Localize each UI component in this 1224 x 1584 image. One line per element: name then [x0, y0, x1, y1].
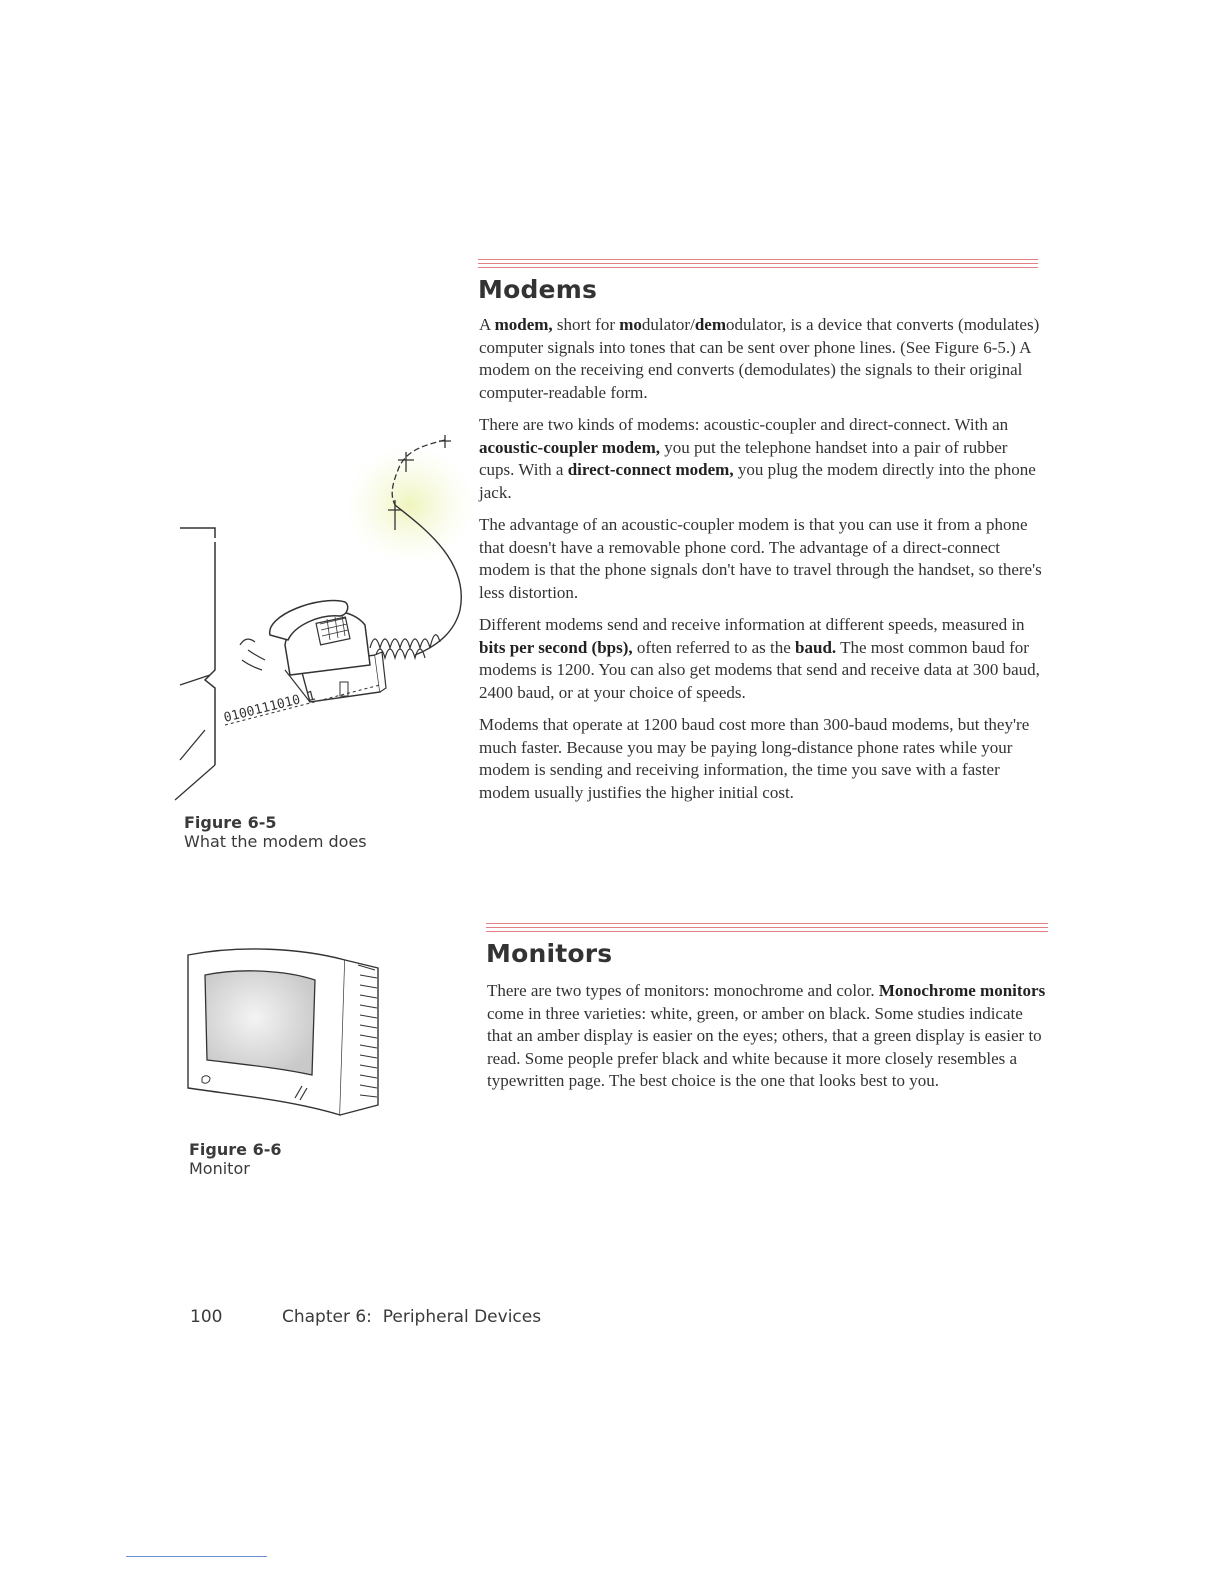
monitors-heading: Monitors — [486, 939, 613, 968]
figure-6-5-label: Figure 6-5 — [184, 813, 277, 832]
modems-paragraph-5: Modems that operate at 1200 baud cost more than 300-baud modems, but they're much faster. Because you may be paying long-distance phone rates while your modem is sending and receiving information, the time you save with a faster modem usually justifies the higher initial cost. — [479, 715, 1030, 802]
page-number: 100 — [190, 1307, 223, 1327]
modems-paragraph-1: A modem, short for modulator/demodulator, is a device that converts (modulates) computer signals into tones that can be sent over phone lines. (See Figure 6-5.) A modem on the receiving end converts (demodulates) the signals to their original computer-readable form. — [479, 315, 1040, 402]
modems-section-rule — [478, 259, 1038, 268]
modem-telephone-illustration — [170, 430, 480, 810]
figure-6-5-caption — [184, 813, 367, 851]
figure-6-6-label: Figure 6-6 — [189, 1140, 282, 1159]
figure-6-6-text: Monitor — [189, 1159, 250, 1178]
monitors-section-rule — [486, 923, 1048, 932]
modems-paragraph-2: There are two kinds of modems: acoustic-coupler and direct-connect. With an acoustic-coupler modem, you put the telephone handset into a pair of rubber cups. With a direct-connect modem, you plug the modem directly into the phone jack. — [479, 415, 1036, 502]
modems-paragraph-4: Different modems send and receive information at different speeds, measured in bits per second (bps), often referred to as the baud. The most common baud for modems is 1200. You can also get modems that send and receive data at 300 baud, 2400 baud, or at your choice of speeds. — [479, 615, 1040, 702]
chapter-title: Chapter 6: Peripheral Devices — [282, 1307, 542, 1327]
binary-digits: 0100111010 1 — [222, 688, 318, 726]
figure-6-5-text: What the modem does — [184, 832, 367, 851]
monitor-illustration — [180, 940, 430, 1120]
figure-6-6-caption — [189, 1140, 281, 1178]
modems-heading: Modems — [478, 275, 598, 304]
monitors-body — [487, 980, 1049, 1103]
bottom-divider — [126, 1556, 267, 1557]
modems-paragraph-3: The advantage of an acoustic-coupler modem is that you can use it from a phone that doesn't have a removable phone cord. The advantage of a direct-connect modem is that the phone signals don't have to travel through the handset, so there's less distortion. — [479, 515, 1042, 602]
modems-body — [479, 314, 1047, 814]
monitors-paragraph-1: There are two types of monitors: monochrome and color. Monochrome monitors come in three varieties: white, green, or amber on black. Some studies indicate that an amber display is easier on the eyes; others, that a green display is easier to read. Some people prefer black and white because it more closely resembles a typewritten page. The best choice is the one that looks best to you. — [487, 981, 1046, 1090]
